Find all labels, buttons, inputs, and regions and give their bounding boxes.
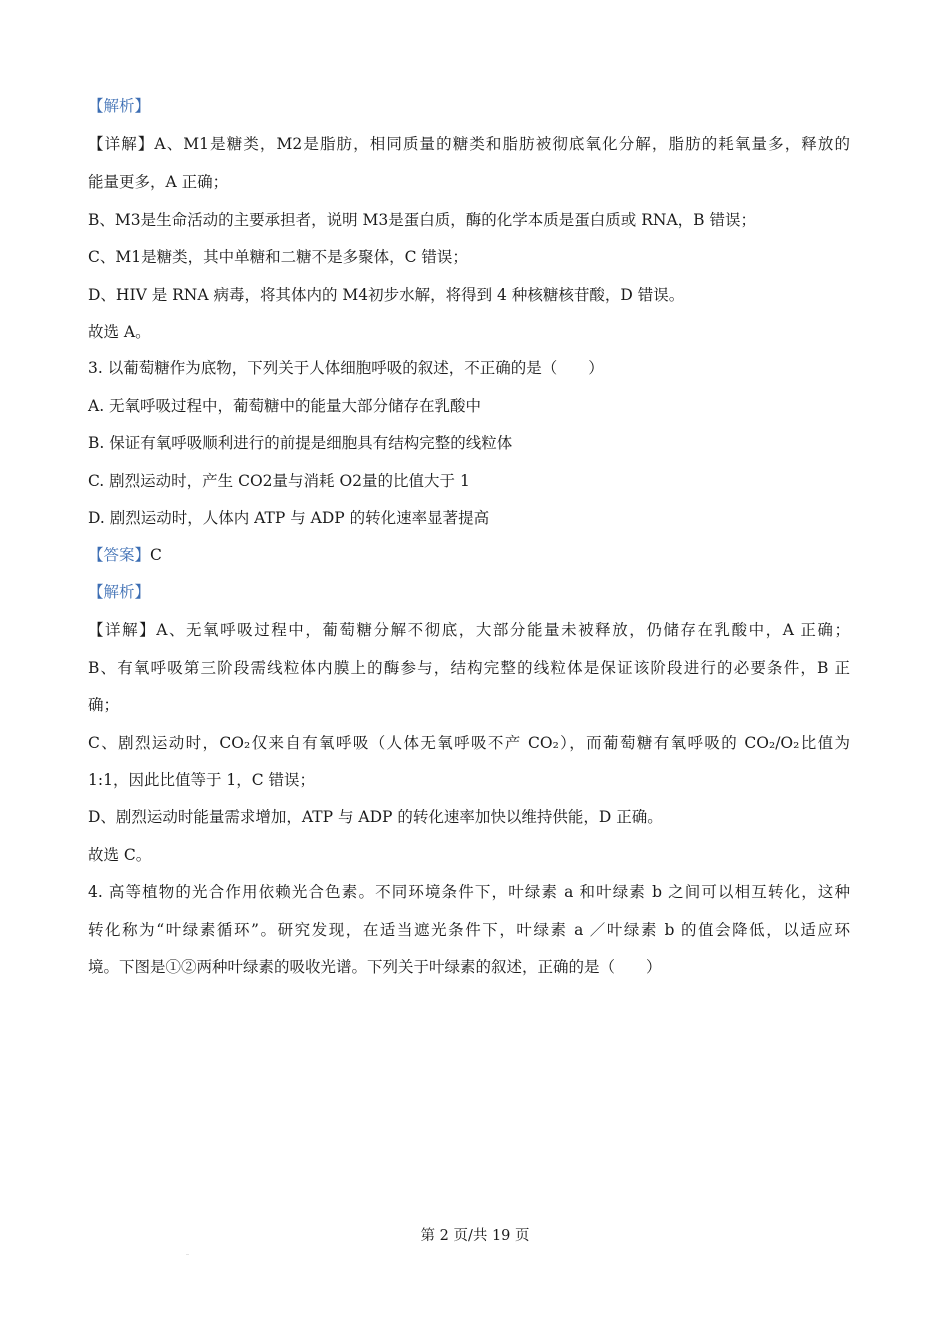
q3-detail-line-1: [88, 620, 850, 640]
q3-detail-line-4: C、剧烈运动时，CO₂仅来自有氧呼吸（人体无氧呼吸不产 CO₂），而葡萄糖有氧呼吸的 CO₂/O₂比值为: [88, 734, 850, 752]
q3-detail-text-1: A、无氧呼吸过程中，葡萄糖分解不彻底，大部分能量未被释放，仍储存在乳酸中，A 正确；: [156, 621, 850, 639]
q3-analysis-tag: 【解析】: [88, 583, 151, 601]
q2-detail-line-1: [88, 134, 850, 154]
detail-tag: 【详解】: [88, 135, 155, 153]
q3-detail-line-2: B、有氧呼吸第三阶段需线粒体内膜上的酶参与，结构完整的线粒体是保证该阶段进行的必要条件，B 正: [88, 659, 850, 677]
analysis-tag: 【解析】: [88, 97, 151, 115]
q3-detail-tag: 【详解】: [88, 621, 157, 639]
q3-detail-line-6: D、剧烈运动时能量需求增加，ATP 与 ADP 的转化速率加快以维持供能，D 正确。: [88, 808, 663, 826]
q3-option-c: C. 剧烈运动时，产生 CO2量与消耗 O2量的比值大于 1: [88, 472, 470, 490]
q3-option-d: D. 剧烈运动时，人体内 ATP 与 ADP 的转化速率显著提高: [88, 509, 490, 527]
q4-stem-line-1: 4. 高等植物的光合作用依赖光合色素。不同环境条件下，叶绿素 a 和叶绿素 b 之间可以相互转化，这种: [88, 883, 850, 901]
decorative-dot: [186, 1254, 189, 1255]
q3-conclusion: 故选 C。: [88, 846, 152, 864]
q3-detail-line-3: 确；: [88, 696, 120, 714]
q2-detail-text-1: A、M1是糖类，M2是脂肪，相同质量的糖类和脂肪被彻底氧化分解，脂肪的耗氧量多，释放的: [154, 135, 850, 153]
q3-detail-line-5: 1:1，因此比值等于 1，C 错误；: [88, 771, 316, 789]
q2-detail-line-5: D、HIV 是 RNA 病毒，将其体内的 M4初步水解，将得到 4 种核糖核苷酸，D 错误。: [88, 286, 685, 304]
q3-answer-line: [88, 545, 162, 565]
q2-detail-line-3: B、M3是生命活动的主要承担者，说明 M3是蛋白质，酶的化学本质是蛋白质或 RNA，B 错误；: [88, 211, 756, 229]
q3-option-b: B. 保证有氧呼吸顺利进行的前提是细胞具有结构完整的线粒体: [88, 434, 513, 452]
q3-stem: 3. 以葡萄糖作为底物，下列关于人体细胞呼吸的叙述，不正确的是（ ）: [88, 359, 604, 377]
q4-stem-line-2: 转化称为“叶绿素循环”。研究发现，在适当遮光条件下，叶绿素 a ／叶绿素 b 的值会降低，以适应环: [88, 921, 850, 939]
q2-conclusion: 故选 A。: [88, 323, 151, 341]
q4-stem-line-3: 境。下图是①②两种叶绿素的吸收光谱。下列关于叶绿素的叙述，正确的是（ ）: [88, 958, 662, 976]
q2-detail-line-2: 能量更多，A 正确；: [88, 173, 229, 191]
page-footer: 第 2 页/共 19 页: [420, 1228, 530, 1244]
answer-tag: 【答案】: [88, 546, 151, 564]
q3-answer-value: C: [150, 546, 162, 564]
q2-detail-line-4: C、M1是糖类，其中单糖和二糖不是多聚体，C 错误；: [88, 248, 468, 266]
q3-option-a: A. 无氧呼吸过程中，葡萄糖中的能量大部分储存在乳酸中: [88, 397, 482, 415]
